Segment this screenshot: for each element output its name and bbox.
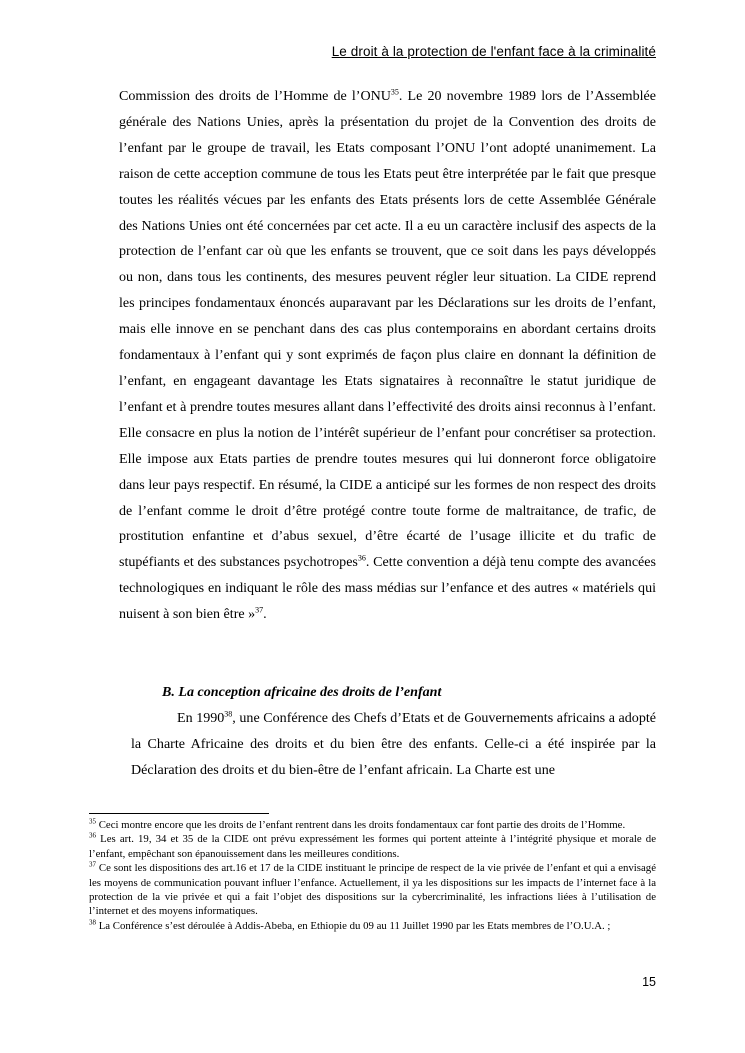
footnote-text: La Conférence s’est déroulée à Addis-Abeba, en Ethiopie du 09 au 11 Juillet 1990 par les Etats membres de l’O.U.A. ; (96, 919, 611, 932)
footnote-ref-38[interactable]: 38 (224, 709, 233, 719)
footnote-ref-35[interactable]: 35 (390, 87, 399, 97)
section-paragraph (131, 705, 656, 783)
footnote-35 (89, 818, 656, 832)
footnotes (89, 818, 656, 933)
paragraph-text: . Le 20 novembre 1989 lors de l’Assemblée générale des Nations Unies, après la présentation du projet de la Convention des droits de l’enfant par le groupe de travail, les Etats composant l’ONU l’ont adopté unanimement. La raison de cette acception commune de tous les Etats peut être interprétée par le fait que presque toutes les réalités vécues par les enfants des Etats présents lors de cette Assemblée Générale des Nations Unies ont été concernées par cet acte. Il a eu un caractère inclusif des aspects de la protection de l’enfant car où que les enfants se trouvent, que ce soit dans les pays développés ou non, dans tous les continents, des mesures peuvent régler leur situation. La CIDE reprend les principes fondamentaux énoncés auparavant par les Déclarations sur les droits de l’enfant, mais elle innove en se penchant dans des cas plus contemporains en abordant certains droits fondamentaux à l’enfant qui y sont exprimés de façon plus claire en donnant la définition de l’enfant, en engageant davantage les Etats signataires à reconnaître le statut juridique de l’enfant et à prendre toutes mesures allant dans l’effectivité des droits ainsi reconnus à l’enfant. Elle consacre en plus la notion de l’intérêt supérieur de l’enfant pour concrétiser sa protection. Elle impose aux Etats parties de prendre toutes mesures qui lui donneront force obligatoire dans leur pays respectif. En résumé, la CIDE a anticipé sur les formes de non respect des droits de l’enfant comme le droit d’être protégé contre toute forme de maltraitance, de trafic, de prostitution enfantine et d’abus sexuel, d’être écarté de l’usage illicite et du trafic de stupéfiants et des substances psychotropes (119, 88, 656, 571)
paragraph-text: Commission des droits de l’Homme de l’ONU (119, 88, 391, 104)
footnote-text: Les art. 19, 34 et 35 de la CIDE ont prévu expressément les formes qui portent atteinte à l’intégrité physique et morale de l’enfant, empêchant son épanouissement dans les meilleures conditions. (89, 833, 656, 860)
section-heading: B. La conception africaine des droits de l’enfant (162, 684, 442, 700)
footnote-ref-36[interactable]: 36 (357, 553, 366, 563)
paragraph-text: . (263, 606, 267, 623)
footnote-38 (89, 919, 656, 933)
paragraph-text: . Cette convention a déjà tenu compte des avancées technologiques en indiquant le rôle des mass médias sur l’enfance et des autres « matériels qui nuisent à son bien être » (119, 554, 656, 623)
body-paragraph (119, 84, 656, 628)
footnote-separator (89, 813, 269, 814)
footnote-37 (89, 861, 656, 919)
footnote-ref-37[interactable]: 37 (255, 605, 264, 615)
page-number: 15 (642, 975, 656, 989)
footnote-number: 35 (89, 817, 96, 826)
footnote-number: 36 (89, 831, 96, 840)
paragraph-text: En 1990 (177, 710, 225, 726)
footnote-text: Ceci montre encore que les droits de l’enfant rentrent dans les droits fondamentaux car font partie des droits de l’Homme. (96, 819, 626, 831)
footnote-text: Ce sont les dispositions des art.16 et 17 de la CIDE instituant le principe de respect de la vie privée de l’enfant et qui a envisagé les moyens de communication pouvant influer l’enfance. Actuellement, il ya les dispositions sur les impacts de l’internet face à la protection de la vie privée et qui a fait l’objet des dispositions sur la cybercriminalité, les infractions liées à l’utilisation de l’internet et des moyens informatiques. (89, 862, 656, 918)
running-header: Le droit à la protection de l'enfant face à la criminalité (331, 44, 656, 59)
footnote-number: 37 (89, 860, 96, 869)
footnote-number: 38 (89, 918, 96, 927)
paragraph-text: , une Conférence des Chefs d’Etats et de Gouvernements africains a adopté la Charte Africaine des droits et du bien être des enfants. Celle-ci a été inspirée par la Déclaration des droits et du bien-être de l’enfant africain. La Charte est une (131, 710, 656, 778)
footnote-36 (89, 832, 656, 861)
